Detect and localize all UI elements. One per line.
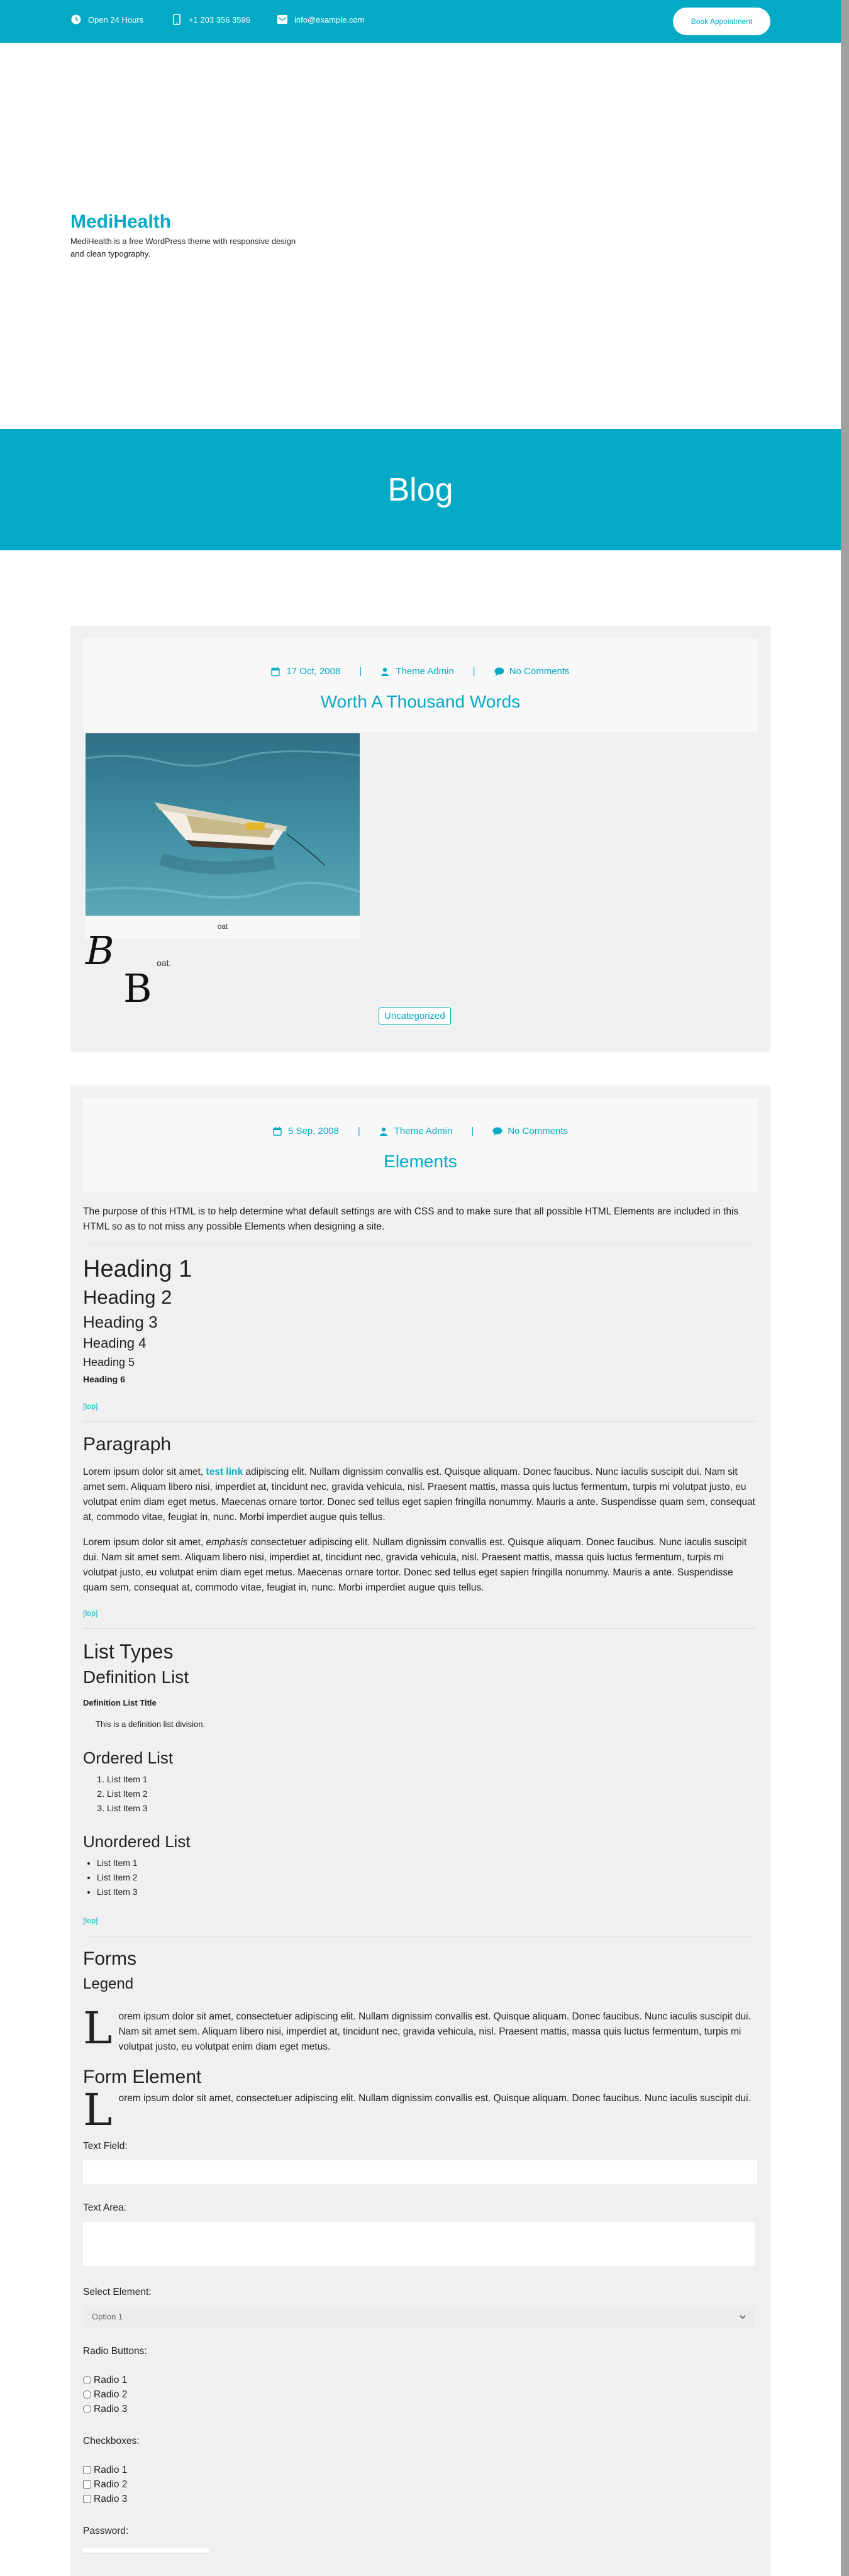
radio-buttons-label: Radio Buttons:: [83, 2346, 147, 2357]
select-value: Option 1: [92, 2312, 123, 2321]
checkbox-option[interactable]: Radio 2: [83, 2477, 755, 2492]
chevron-down-icon: [740, 2309, 746, 2324]
post-figure: [86, 733, 360, 938]
mail-icon: [277, 14, 288, 25]
comment-icon: [492, 1127, 501, 1136]
emphasis-text: emphasis: [206, 1537, 248, 1548]
list-item: 2. List Item 2: [107, 1787, 755, 1801]
forms-heading: Forms: [83, 1948, 136, 1969]
heading-5: Heading 5: [83, 1356, 135, 1368]
test-link[interactable]: test link: [206, 1467, 243, 1477]
unordered-list-heading: Unordered List: [83, 1832, 191, 1851]
post-date[interactable]: 5 Sep, 2008: [287, 1126, 339, 1136]
post-header: [83, 638, 758, 732]
legend: Legend: [83, 1975, 134, 1992]
site-title[interactable]: MediHealth: [70, 211, 172, 232]
text-field-label: Text Field:: [83, 2141, 128, 2151]
post-content: [70, 1192, 770, 2553]
meta-separator: |: [471, 1126, 474, 1136]
heading-1: Heading 1: [83, 1256, 192, 1282]
paragraph: Lorem ipsum dolor sit amet, test link adipiscing elit. Nullam dignissim convallis est. Quisque aliquam. Donec faucibus. Nunc iaculis suscipit dui. Nam sit amet sem. Aliquam libero nisi, imperdiet at, tincidunt nec, gravida vehicula, nisl. Praesent mattis, massa quis luctus fermentum, turpis mi volutpat justo, eu volutpat enim diam eget metus. Maecenas ornare tortor. Donec sed tellus eget sapien fringilla nonummy. Mauris a ante. Suspendisse quam sem, consequat at, commodo vitae, feugiat in, nunc. Morbi imperdiet augue quis tellus.: [83, 1467, 755, 1523]
definition-list-description: This is a definition list division.: [96, 1719, 206, 1729]
definition-list-heading: Definition List: [83, 1667, 189, 1687]
divider: [83, 1628, 755, 1629]
phone-info: [171, 14, 250, 25]
paragraph-heading: Paragraph: [83, 1434, 172, 1455]
select-element[interactable]: [83, 2306, 755, 2328]
dropcap-letter: L: [83, 2002, 113, 2054]
scrollbar[interactable]: [841, 0, 849, 2576]
meta-separator: |: [359, 666, 362, 677]
intro-paragraph: The purpose of this HTML is to help determine what default settings are with CSS and to make sure that all possible HTML Elements are included in this HTML so as to not miss any possible Elements when designing a site.: [83, 1206, 739, 1232]
hours-text: Open 24 Hours: [88, 14, 144, 25]
dropcap-letter: L: [83, 2084, 113, 2136]
site-header: [0, 43, 841, 429]
ordered-list-heading: Ordered List: [83, 1748, 174, 1767]
post-date[interactable]: 17 Oct, 2008: [286, 666, 341, 677]
text-area-input[interactable]: [83, 2222, 755, 2266]
clock-icon: [70, 14, 82, 25]
page-title: Blog: [387, 471, 453, 508]
heading-4: Heading 4: [83, 1335, 147, 1351]
user-icon: [379, 1127, 388, 1136]
post-card: [70, 626, 770, 1052]
phone-icon: [171, 14, 182, 25]
post-comments[interactable]: No Comments: [508, 1126, 569, 1136]
calendar-icon: [273, 1127, 282, 1136]
list-item: • List Item 3: [97, 1885, 755, 1899]
page-banner: [0, 429, 841, 550]
heading-3: Heading 3: [83, 1313, 158, 1331]
post-meta: [83, 666, 758, 677]
dropcap-letter: B: [123, 965, 152, 1011]
password-input[interactable]: [83, 2548, 209, 2553]
text-area-label: Text Area:: [83, 2202, 126, 2213]
radio-option[interactable]: Radio 1: [83, 2373, 755, 2387]
ordered-list: [83, 1772, 755, 1816]
category-tag[interactable]: Uncategorized: [379, 1008, 451, 1024]
post-text: oat.: [157, 958, 172, 968]
post-title[interactable]: Worth A Thousand Words: [320, 692, 521, 711]
unordered-list: [83, 1856, 755, 1899]
divider: [83, 1421, 755, 1422]
radio-option[interactable]: Radio 3: [83, 2402, 755, 2416]
top-link[interactable]: [top]: [83, 1609, 98, 1618]
calendar-icon: [271, 667, 280, 676]
image-caption: oat: [217, 922, 228, 931]
comment-icon: [494, 667, 503, 676]
form-element-paragraph: L orem ipsum dolor sit amet, consectetuer adipiscing elit. Nullam dignissim convallis est. Quisque aliquam. Donec faucibus. Nunc iaculis suscipit dui.: [83, 2084, 751, 2136]
post-card: [70, 1085, 770, 2576]
book-appointment-button[interactable]: Book Appointment: [673, 8, 770, 35]
text-field-input[interactable]: [83, 2160, 757, 2184]
form-element-heading: Form Element: [83, 2067, 202, 2087]
checkbox-option[interactable]: Radio 3: [83, 2492, 755, 2506]
post-header: [83, 1098, 758, 1192]
user-icon: [380, 667, 389, 676]
post-comments[interactable]: No Comments: [509, 666, 570, 677]
heading-2: Heading 2: [83, 1286, 172, 1308]
legend-paragraph: L orem ipsum dolor sit amet, consectetuer adipiscing elit. Nullam dignissim convallis est. Quisque aliquam. Donec faucibus. Nunc iaculis suscipit dui. Nam sit amet sem. Aliquam libero nisi, imperdiet at, tincidunt nec, gravida vehicula, nisl. Praesent mattis, massa quis luctus fermentum, turpis mi volutpat justo, eu volutpat enim diam eget metus.: [83, 2002, 751, 2054]
list-item: 1. List Item 1: [107, 1772, 755, 1787]
paragraph: Lorem ipsum dolor sit amet, emphasis consectetuer adipiscing elit. Nullam dignissim convallis est. Quisque aliquam. Donec faucibus. Nunc iaculis suscipit dui. Nam sit amet sem. Aliquam libero nisi, imperdiet at, tincidunt nec, gravida vehicula, nisl. Praesent mattis, massa quis luctus fermentum, turpis mi volutpat justo, eu volutpat enim diam eget metus. Maecenas ornare tortor. Donec sed tellus eget sapien fringilla nonummy. Mauris a ante. Suspendisse quam sem, consequat at, commodo vitae, feugiat in, nunc. Morbi imperdiet augue quis tellus.: [83, 1537, 747, 1593]
post-author[interactable]: Theme Admin: [396, 666, 454, 677]
radio-option[interactable]: Radio 2: [83, 2387, 755, 2402]
checkboxes-label: Checkboxes:: [83, 2436, 140, 2446]
site-description: MediHealth is a free WordPress theme with responsive design and clean typography.: [70, 236, 296, 258]
list-item: • List Item 2: [97, 1870, 755, 1885]
definition-list-title: Definition List Title: [83, 1698, 157, 1707]
list-item: • List Item 1: [97, 1856, 755, 1870]
hours-info: [70, 14, 143, 25]
top-link[interactable]: [top]: [83, 1402, 98, 1411]
dropcap-letter: B: [86, 928, 114, 974]
email-text[interactable]: info@example.com: [294, 14, 365, 25]
list-types-heading: List Types: [83, 1640, 174, 1663]
top-link[interactable]: [top]: [83, 1916, 98, 1925]
select-element-label: Select Element:: [83, 2287, 152, 2297]
post-title[interactable]: Elements: [384, 1152, 457, 1171]
post-meta: [83, 1126, 758, 1136]
top-bar: [0, 0, 841, 43]
post-author[interactable]: Theme Admin: [394, 1126, 453, 1136]
password-label: Password:: [83, 2526, 129, 2536]
heading-6: Heading 6: [83, 1374, 125, 1384]
list-item: 3. List Item 3: [107, 1801, 755, 1816]
phone-text[interactable]: +1 203 356 3596: [189, 14, 250, 25]
boat-image: [86, 733, 360, 916]
meta-separator: |: [472, 666, 475, 677]
email-info: [277, 14, 364, 25]
meta-separator: |: [357, 1126, 360, 1136]
checkbox-option[interactable]: Radio 1: [83, 2463, 755, 2477]
